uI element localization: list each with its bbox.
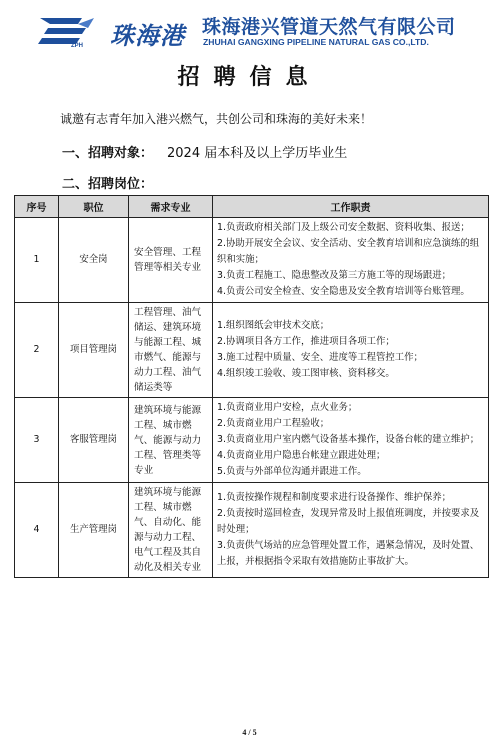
row-position: 生产管理岗 <box>59 483 129 578</box>
row-number: 3 <box>15 398 59 483</box>
duty-item: 1.组织图纸会审技术交底； <box>217 320 330 331</box>
company-name-en: ZHUHAI GANGXING PIPELINE NATURAL GAS CO.,LTD. <box>203 37 429 47</box>
row-major: 工程管理、油气储运、建筑环境与能源工程、城市燃气、能源与动力工程、油气储运类等 <box>129 303 213 398</box>
row-position: 项目管理岗 <box>59 303 129 398</box>
duty-item: 3.负责工程施工、隐患整改及第三方施工等的现场跟进； <box>217 270 451 281</box>
header-major: 需求专业 <box>129 196 213 218</box>
row-number: 1 <box>15 218 59 303</box>
table-header-row <box>15 196 489 218</box>
row-position: 安全岗 <box>59 218 129 303</box>
recruitment-target <box>62 142 347 161</box>
row-duties <box>213 398 489 483</box>
row-major: 建筑环境与能源工程、城市燃气、能源与动力工程、管理类等专业 <box>129 398 213 483</box>
row-number: 2 <box>15 303 59 398</box>
intro-text: 诚邀有志青年加入港兴燃气，共创公司和珠海的美好未来！ <box>60 112 373 126</box>
page-title: 招聘信息 <box>177 65 322 90</box>
company-logo-icon <box>38 14 102 48</box>
duty-item: 5.负责与外部单位沟通并跟进工作。 <box>217 466 367 477</box>
logo-abbr: ZPH <box>71 43 83 48</box>
page-number: 4 / 5 <box>242 728 257 737</box>
row-duties <box>213 303 489 398</box>
duty-item: 2.负责商业用户工程验收； <box>217 418 330 429</box>
duty-item: 3.施工过程中质量、安全、进度等工程管控工作； <box>217 352 423 363</box>
duty-item: 1.负责按操作规程和制度要求进行设备操作、维护保养； <box>217 492 451 503</box>
table-row <box>15 483 489 578</box>
duty-item: 2.负责按时巡回检查，发现异常及时上报值班调度，并按要求及时处理； <box>217 508 480 535</box>
duty-item: 1.负责商业用户安检，点火业务； <box>217 402 358 413</box>
letterhead <box>38 10 478 54</box>
positions-heading: 二、招聘岗位： <box>62 177 154 192</box>
row-position: 客服管理岗 <box>59 398 129 483</box>
recruitment-target-value: 2024 届本科及以上学历毕业生 <box>167 146 348 161</box>
duty-item: 3.负责商业用户室内燃气设备基本操作，设备台帐的建立维护； <box>217 434 480 445</box>
duty-item: 1.负责政府相关部门及上级公司安全数据、资料收集、报送； <box>217 222 470 233</box>
row-duties <box>213 218 489 303</box>
duty-item: 3.负责供气场站的应急管理处置工作，遇紧急情况，及时处置、上报，并根据指令采取有效措施防止事故扩大。 <box>217 540 480 567</box>
recruitment-target-heading: 一、招聘对象： <box>62 146 154 161</box>
header-duties: 工作职责 <box>213 196 489 218</box>
table-row <box>15 218 489 303</box>
table-row <box>15 398 489 483</box>
duty-item: 4.负责公司安全检查、安全隐患及安全教育培训等台账管理。 <box>217 286 470 297</box>
company-name-cn: 珠海港兴管道天然气有限公司 <box>202 16 456 38</box>
logo-wordmark: 珠海港 <box>110 21 185 50</box>
positions-table <box>14 195 489 578</box>
row-number: 4 <box>15 483 59 578</box>
duty-item: 4.负责商业用户隐患台帐建立跟进处理； <box>217 450 386 461</box>
table-row <box>15 303 489 398</box>
header-no: 序号 <box>15 196 59 218</box>
duty-item: 2.协助开展安全会议、安全活动、安全教育培训和应急演练的组织和实施； <box>217 238 480 265</box>
row-duties <box>213 483 489 578</box>
duty-item: 4.组织竣工验收、竣工图审核、资料移交。 <box>217 368 395 379</box>
header-position: 职位 <box>59 196 129 218</box>
duty-item: 2.协调项目各方工作，推进项目各项工作； <box>217 336 395 347</box>
row-major: 建筑环境与能源工程、城市燃气、自动化、能源与动力工程、电气工程及其自动化及相关专业 <box>129 483 213 578</box>
row-major: 安全管理、工程管理等相关专业 <box>129 218 213 303</box>
